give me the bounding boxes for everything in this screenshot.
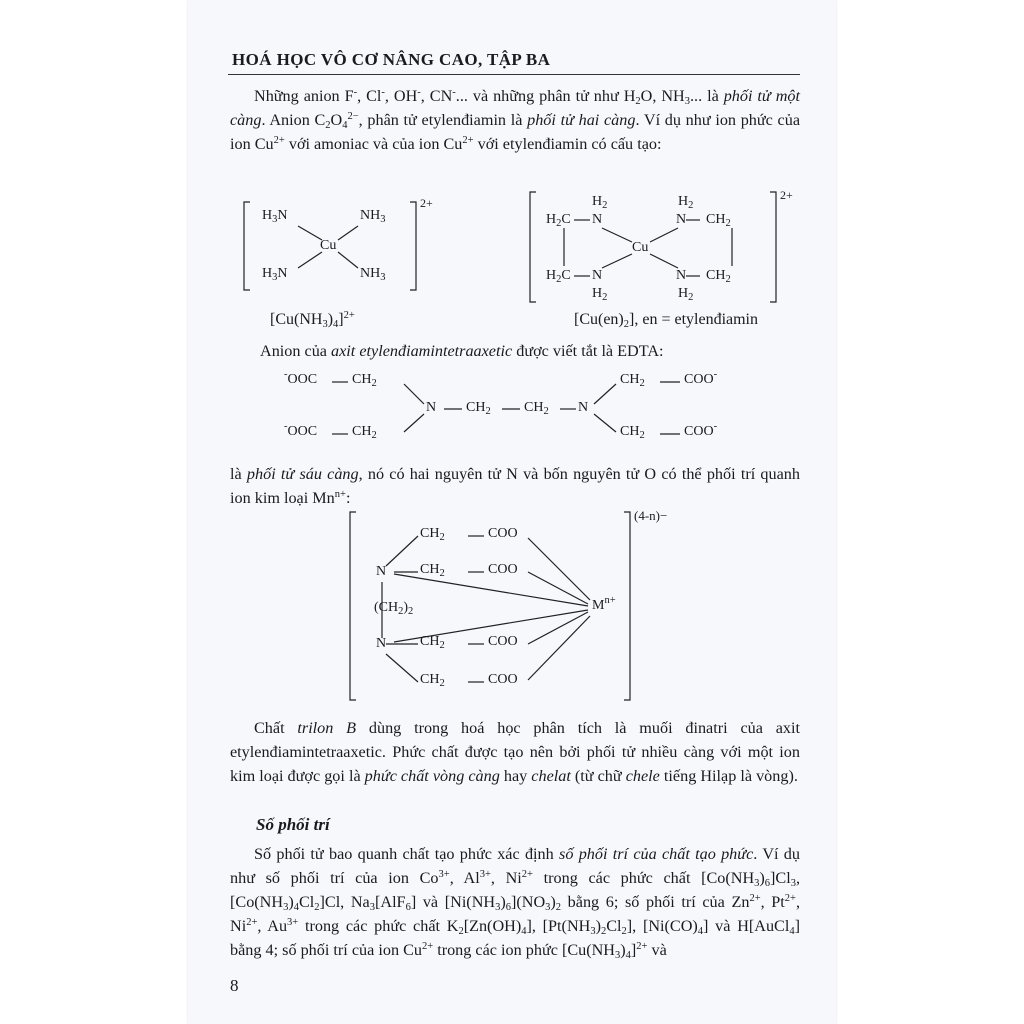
bond	[298, 226, 322, 240]
text-run: )	[620, 941, 626, 959]
text-run: CH	[420, 634, 440, 649]
left-bracket	[530, 192, 536, 302]
text-run: OOC	[287, 424, 318, 439]
text-run	[466, 400, 491, 416]
subscript: 3	[272, 214, 278, 225]
text-run	[706, 268, 731, 284]
bond	[624, 512, 630, 700]
superscript: -	[452, 87, 456, 98]
text-run: COO	[684, 424, 714, 439]
text-run: 2+	[420, 196, 433, 210]
text-run: CH	[620, 372, 640, 387]
subscript: 4	[625, 950, 631, 961]
text-run: , Ni	[230, 893, 800, 935]
subscript: 3	[790, 878, 796, 889]
text-run: . Ví dụ như ion phức của ion Cu	[230, 111, 800, 153]
text-run	[420, 562, 445, 578]
text-run	[592, 194, 607, 210]
text-run	[352, 372, 377, 388]
subscript: 2	[555, 902, 562, 913]
text-run: CH	[420, 526, 440, 541]
text-run: )	[550, 893, 556, 911]
text-run: với amoniac và của ion Cu	[284, 135, 463, 153]
subscript: 3	[380, 214, 386, 225]
subscript: 2	[314, 902, 320, 913]
subscript: 2	[688, 200, 694, 211]
text-run: H	[546, 268, 557, 283]
text-run: CH	[420, 672, 440, 687]
superscript: 3+	[287, 917, 299, 928]
superscript: n+	[334, 489, 346, 500]
text-run: N	[592, 268, 603, 283]
text-run: COO	[488, 526, 518, 541]
text-run: ]Cl	[770, 869, 791, 887]
bond	[602, 254, 632, 268]
text-run: ] và [Ni(NH	[410, 893, 496, 911]
text-run: H	[592, 286, 603, 301]
text-run: Số phối tử bao quanh chất tạo phức xác định	[254, 845, 560, 863]
text-run: H	[678, 286, 689, 301]
text-run: ... và những phân tử như H	[455, 87, 636, 105]
superscript: 2+	[521, 869, 533, 880]
subscript: 3	[380, 272, 386, 283]
text-run: ] và H[AuCl	[703, 917, 790, 935]
text-run	[420, 526, 445, 542]
bond	[404, 414, 424, 432]
text-run: , nó có hai nguyên tử N và bốn nguyên tử O có thể phối trí quanh ion kim loại Mn	[230, 465, 800, 507]
text-run: CH	[352, 372, 372, 387]
text-run	[420, 634, 445, 650]
text-run	[620, 372, 645, 388]
superscript: 3+	[479, 869, 491, 880]
text-run: OOC	[287, 372, 318, 387]
text-run: (từ chữ	[570, 767, 626, 785]
left-bracket	[244, 202, 250, 290]
subscript: 2	[556, 274, 562, 285]
paragraph-chelate	[230, 716, 800, 788]
text-run: dùng trong hoá học phân tích là muối đinatri của axit etylenđiamintetraaxetic. Phức chất được tạo nên bởi phối tử nhiều càng với một ion kim loại được gọi là	[230, 719, 800, 785]
subscript: 4	[293, 902, 299, 913]
text-run: ]Cl, Na	[319, 893, 370, 911]
subscript: 3	[272, 272, 278, 283]
superscript: n+	[604, 595, 616, 606]
subscript: 2	[543, 406, 549, 417]
subscript: 6	[405, 902, 411, 913]
bond	[394, 574, 588, 606]
text-run: 2+	[780, 188, 793, 202]
text-run: N	[592, 212, 603, 227]
text-run: với etylenđiamin có cấu tạo:	[473, 135, 662, 153]
text-run: Anion của	[260, 342, 332, 360]
text-run: CH	[420, 562, 440, 577]
bond	[602, 228, 632, 242]
metal-center: Cu	[632, 240, 649, 255]
subscript: 2	[635, 96, 641, 107]
text-run	[706, 212, 731, 228]
metal-center	[592, 595, 616, 614]
text-run: COO	[488, 634, 518, 649]
bond	[350, 512, 356, 700]
text-run: O	[330, 111, 343, 129]
text-run: NH	[360, 208, 381, 223]
superscript: 2+	[246, 917, 258, 928]
text-run: ], en = etylenđiamin	[629, 311, 758, 328]
subscript: 2	[602, 292, 608, 303]
text-run: H	[678, 194, 689, 209]
text-run: [Zn(OH)	[463, 917, 522, 935]
text-run: phối tử sáu càng	[246, 465, 359, 483]
superscript: -	[284, 421, 288, 432]
subscript: 3	[283, 902, 289, 913]
text-run: H	[262, 266, 273, 281]
text-run: M	[592, 598, 605, 613]
subscript: 2	[725, 274, 731, 285]
paragraph-ligands	[230, 84, 800, 156]
text-run: . Ví dụ như số phối trí của ion Co	[230, 845, 800, 887]
text-run: )	[288, 893, 294, 911]
text-run	[360, 266, 385, 282]
text-run: số phối trí của chất tạo phức	[559, 845, 754, 863]
superscript: 2−	[347, 111, 359, 122]
text-run: , [Co(NH	[230, 869, 801, 911]
subscript: 4	[697, 926, 704, 937]
text-run: chele	[625, 767, 660, 785]
bond	[650, 254, 678, 268]
subscript: 2	[439, 640, 445, 651]
text-run: hay	[499, 767, 532, 785]
structure-cu-ammine	[240, 196, 440, 296]
text-run: N	[277, 208, 288, 223]
text-run: , Al	[449, 869, 480, 887]
text-run: trong các ion phức [Cu(NH	[433, 941, 615, 959]
subscript: 3	[545, 902, 551, 913]
text-run	[678, 286, 693, 302]
subscript: 6	[505, 902, 511, 913]
bond	[386, 536, 418, 566]
text-run: H	[262, 208, 273, 223]
bond	[298, 252, 322, 268]
text-run: CH	[524, 400, 544, 415]
caption-cu-ammine	[270, 311, 355, 329]
superscript: -	[713, 369, 718, 380]
paragraph-coordination-number	[230, 842, 800, 962]
text-run: N	[676, 268, 687, 283]
text-run: ]	[338, 311, 344, 328]
text-run: (CH	[374, 600, 399, 615]
bond	[338, 252, 358, 268]
bond	[338, 226, 358, 240]
text-run: ... là	[689, 87, 724, 105]
bond	[528, 538, 590, 600]
caption-cu-en	[574, 311, 758, 329]
text-run: và	[647, 941, 667, 959]
metal-center: Cu	[320, 238, 337, 253]
subscript: 2	[439, 532, 445, 543]
text-run: ]	[630, 941, 637, 959]
text-run	[352, 424, 377, 440]
superscript: 2+	[462, 135, 474, 146]
text-run: )	[595, 917, 601, 935]
text-run	[524, 400, 549, 416]
bond	[594, 414, 616, 432]
text-run: N	[676, 212, 687, 227]
subscript: 3	[322, 319, 328, 330]
text-run: , OH	[384, 87, 418, 105]
text-run	[262, 266, 288, 282]
text-run: H	[546, 212, 557, 227]
text-run	[284, 369, 318, 388]
text-run: ], [Pt(NH	[526, 917, 591, 935]
text-run: C	[561, 268, 571, 283]
superscript: 3+	[438, 869, 450, 880]
subscript: 3	[684, 96, 690, 107]
text-run: ], [Ni(CO)	[626, 917, 698, 935]
structure-cu-en	[528, 188, 798, 308]
text-run: [AlF	[374, 893, 406, 911]
bond	[594, 384, 616, 404]
subscript: 2	[639, 430, 645, 441]
text-run: CH	[706, 268, 726, 283]
book-page	[188, 0, 836, 1024]
text-run: phức chất vòng càng	[364, 767, 500, 785]
text-run: COO	[488, 562, 518, 577]
text-run: N	[277, 266, 288, 281]
bond	[386, 654, 418, 682]
text-run: O, NH	[640, 87, 685, 105]
text-run	[684, 421, 718, 440]
superscript: -	[381, 87, 385, 98]
text-run: )	[759, 869, 765, 887]
text-run: NH	[360, 266, 381, 281]
superscript: 2+	[784, 893, 796, 904]
text-run: Những anion F	[254, 87, 354, 105]
text-run: được viết tắt là EDTA:	[512, 342, 664, 360]
superscript: -	[713, 421, 718, 432]
text-run: bằng 6; số phối trí của Zn	[561, 893, 750, 911]
superscript: 2+	[749, 893, 761, 904]
right-bracket	[410, 202, 416, 290]
subscript: 6	[764, 878, 771, 889]
superscript: 2+	[343, 310, 355, 321]
text-run: ] bằng 4; số phối trí của ion Cu	[230, 917, 800, 959]
text-run: N	[376, 564, 387, 579]
text-run: N	[376, 636, 387, 651]
text-run: [Cu(NH	[270, 311, 323, 328]
subscript: 3	[615, 950, 621, 961]
subscript: 3	[754, 878, 760, 889]
text-run: CH	[352, 424, 372, 439]
paragraph-edta	[260, 339, 800, 363]
superscript: 2+	[636, 941, 648, 952]
text-run: COO	[488, 672, 518, 687]
text-run: phối tử một càng	[230, 87, 800, 129]
text-run: H	[592, 194, 603, 209]
subscript: 2	[639, 378, 645, 389]
text-run: :	[345, 489, 351, 507]
subscript: 2	[602, 200, 608, 211]
text-run: , Au	[257, 917, 288, 935]
subscript: 4	[333, 319, 339, 330]
subscript: 2	[398, 606, 404, 617]
text-run: N	[578, 400, 589, 415]
text-run	[360, 208, 385, 224]
text-run: COO	[684, 372, 714, 387]
text-run: , Ni	[490, 869, 522, 887]
subscript: 4	[342, 120, 348, 131]
text-run: CH	[466, 400, 486, 415]
text-run: tiếng Hilạp là vòng).	[659, 767, 798, 785]
subscript: 2	[408, 606, 414, 617]
text-run: , phân tử etylenđiamin là	[358, 111, 528, 129]
subscript: 2	[621, 926, 627, 937]
text-run: , Cl	[357, 87, 382, 105]
superscript: -	[284, 369, 288, 380]
text-run: N	[426, 400, 437, 415]
text-run: , CN	[420, 87, 453, 105]
bond	[404, 384, 424, 404]
subscript: 3	[590, 926, 596, 937]
bond	[528, 572, 588, 604]
text-run: trilon B	[297, 719, 357, 737]
superscript: 2+	[273, 135, 285, 146]
subscript: 2	[600, 926, 607, 937]
text-run	[546, 268, 571, 284]
text-run: Cl	[606, 917, 622, 935]
subscript: 2	[688, 292, 694, 303]
text-run: axit etylenđiamintetraaxetic	[331, 342, 513, 360]
section-title: Số phối trí	[256, 815, 330, 834]
paragraph-hexadentate	[230, 462, 800, 510]
subscript: 3	[369, 902, 375, 913]
running-header: HOÁ HỌC VÔ CƠ NÂNG CAO, TẬP BA	[232, 50, 551, 69]
text-run: , Pt	[760, 893, 785, 911]
subscript: 2	[485, 406, 491, 417]
text-run: CH	[706, 212, 726, 227]
text-run	[684, 369, 718, 388]
text-run: [Cu(en)	[574, 311, 624, 328]
subscript: 3	[495, 902, 501, 913]
text-run: chelat	[531, 767, 571, 785]
superscript: -	[353, 87, 358, 98]
subscript: 2	[623, 319, 630, 330]
subscript: 4	[521, 926, 527, 937]
subscript: 2	[439, 678, 445, 689]
text-run	[420, 672, 445, 688]
subscript: 2	[439, 568, 445, 579]
subscript: 2	[458, 926, 464, 937]
subscript: 2	[371, 430, 377, 441]
text-run	[262, 208, 288, 224]
text-run: )	[500, 893, 506, 911]
text-run: ](NO	[510, 893, 546, 911]
text-run	[678, 194, 693, 210]
text-run: )	[327, 311, 334, 328]
structure-edta	[284, 366, 754, 448]
header-rule	[228, 74, 800, 75]
text-run: CH	[620, 424, 640, 439]
text-run	[546, 212, 571, 228]
text-run: trong các phức chất [Co(NH	[532, 869, 755, 887]
text-run	[592, 286, 607, 302]
text-run	[620, 424, 645, 440]
text-run: . Anion C	[261, 111, 326, 129]
text-run: phối tử hai càng	[527, 111, 636, 129]
superscript: -	[417, 87, 421, 98]
text-run: Chất	[254, 719, 298, 737]
bond	[528, 616, 590, 680]
subscript: 2	[725, 218, 731, 229]
structure-metal-chelate	[348, 508, 738, 704]
subscript: 4	[789, 926, 795, 937]
right-bracket	[770, 192, 776, 302]
text-run: C	[561, 212, 571, 227]
superscript: 2+	[421, 941, 434, 952]
page-number: 8	[230, 976, 239, 995]
text-run	[374, 600, 413, 616]
text-run: trong các phức chất K	[298, 917, 459, 935]
text-run: là	[230, 465, 247, 483]
subscript: 2	[556, 218, 562, 229]
subscript: 2	[371, 378, 377, 389]
text-run: Cl	[298, 893, 315, 911]
subscript: 2	[325, 120, 331, 131]
text-run: (4-n)−	[634, 508, 668, 523]
text-run	[284, 421, 318, 440]
bond	[650, 228, 678, 242]
text-run: )	[403, 600, 409, 615]
